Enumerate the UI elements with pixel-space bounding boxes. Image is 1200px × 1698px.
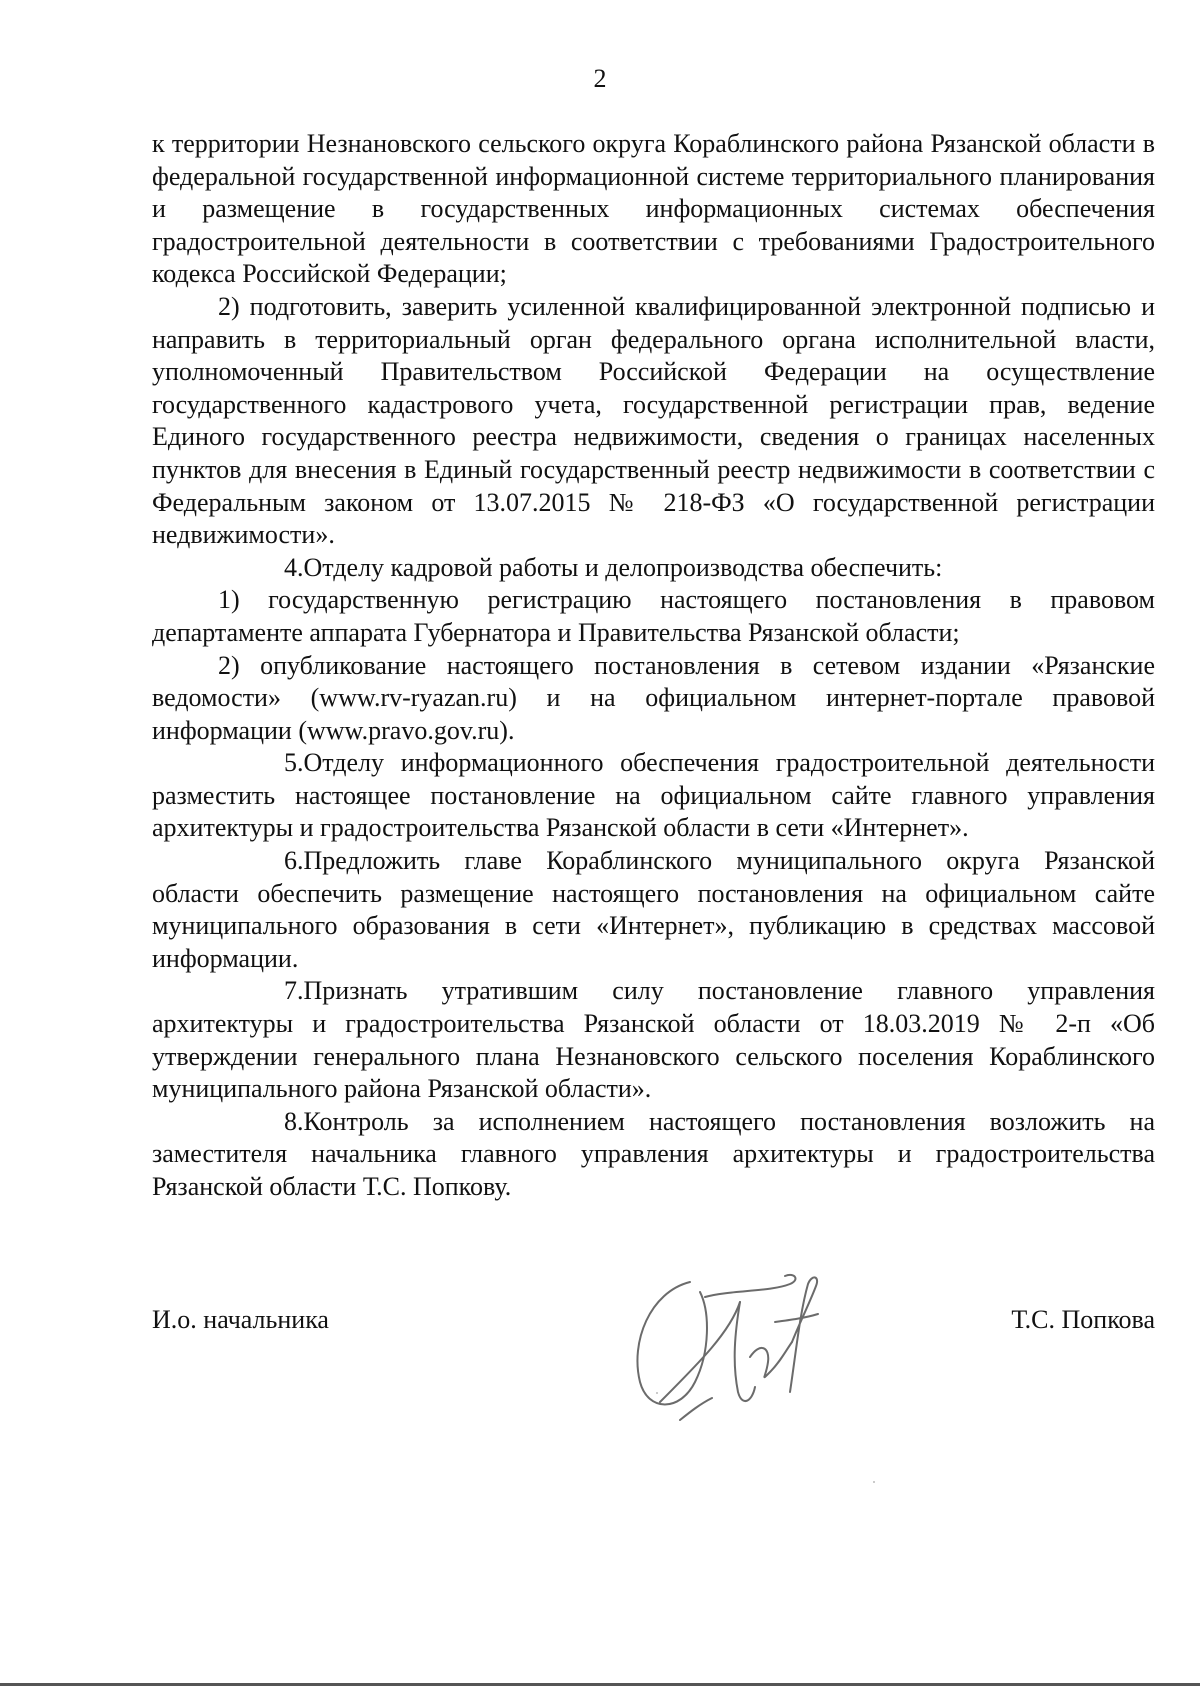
paragraph-8: 8.Контроль за исполнением настоящего постановления возложить на заместителя начальника главного управления архитектуры и градостроительства Рязанской области Т.С. Попкову.	[152, 1106, 1155, 1201]
paragraph-number: 4.	[284, 552, 304, 582]
paragraph-4-item-1: 1) государственную регистрацию настоящего постановления в правовом департаменте аппарата Губернатора и Правительства Рязанской области;	[152, 585, 1155, 647]
paragraph-4: 4.Отделу кадровой работы и делопроизводства обеспечить:	[152, 552, 1155, 585]
scan-speck	[873, 1481, 875, 1483]
signer-name: Т.С. Попкова	[1011, 1305, 1155, 1334]
handwritten-signature	[620, 1262, 850, 1432]
paragraph-number: 7.	[284, 976, 304, 1006]
paragraph-7: 7.Признать утратившим силу постановление главного управления архитектуры и градостроительства Рязанской области от 18.03.2019 № 2-п «Об утверждении генерального плана Незнановского сельского поселения Кораблинского муниципального района Рязанской области».	[152, 976, 1155, 1104]
paragraph-continuation: к территории Незнановского сельского округа Кораблинского района Рязанской области в федеральной государственной информационной системе территориального планирования и размещение в государственных информационных системах обеспечения градостроительной деятельности в соответствии с требованиями Градостроительного кодекса Российской Федерации;	[152, 129, 1155, 289]
paragraph-5: 5.Отделу информационного обеспечения градостроительной деятельности разместить настоящее постановление на официальном сайте главного управления архитектуры и градостроительства Рязанской области в сети «Интернет».	[152, 748, 1155, 843]
paragraph-number: 8.	[284, 1106, 304, 1136]
paragraph-number: 5.	[284, 748, 304, 778]
paragraph-number: 6.	[284, 846, 304, 876]
paragraph-item-2-submit-info: 2) подготовить, заверить усиленной квалифицированной электронной подписью и направить в территориальный орган федерального органа исполнительной власти, уполномоченный Правительством Российской Федерации на осуществление государственного кадастрового учета, государственной регистрации прав, ведение Единого государственного реестра недвижимости, сведения о границах населенных пунктов для внесения в Единый государственный реестр недвижимости в соответствии с Федеральным законом от 13.07.2015 № 218-ФЗ «О государственной регистрации недвижимости».	[152, 291, 1155, 550]
paragraph-6: 6.Предложить главе Кораблинского муниципального округа Рязанской области обеспечить размещение настоящего постановления на официальном сайте муниципального образования в сети «Интернет», публикацию в средствах массовой информации.	[152, 846, 1155, 973]
paragraph-4-item-2: 2) опубликование настоящего постановления в сетевом издании «Рязанские ведомости» (www.rv-ryazan.ru) и на официальном интернет-портале правовой информации (www.pravo.gov.ru).	[152, 650, 1155, 745]
document-body	[152, 128, 1155, 1204]
scan-bottom-edge	[0, 1683, 1200, 1686]
page-number: 2	[593, 64, 607, 93]
scan-speck	[656, 1392, 658, 1394]
signer-title: И.о. начальника	[152, 1305, 329, 1334]
